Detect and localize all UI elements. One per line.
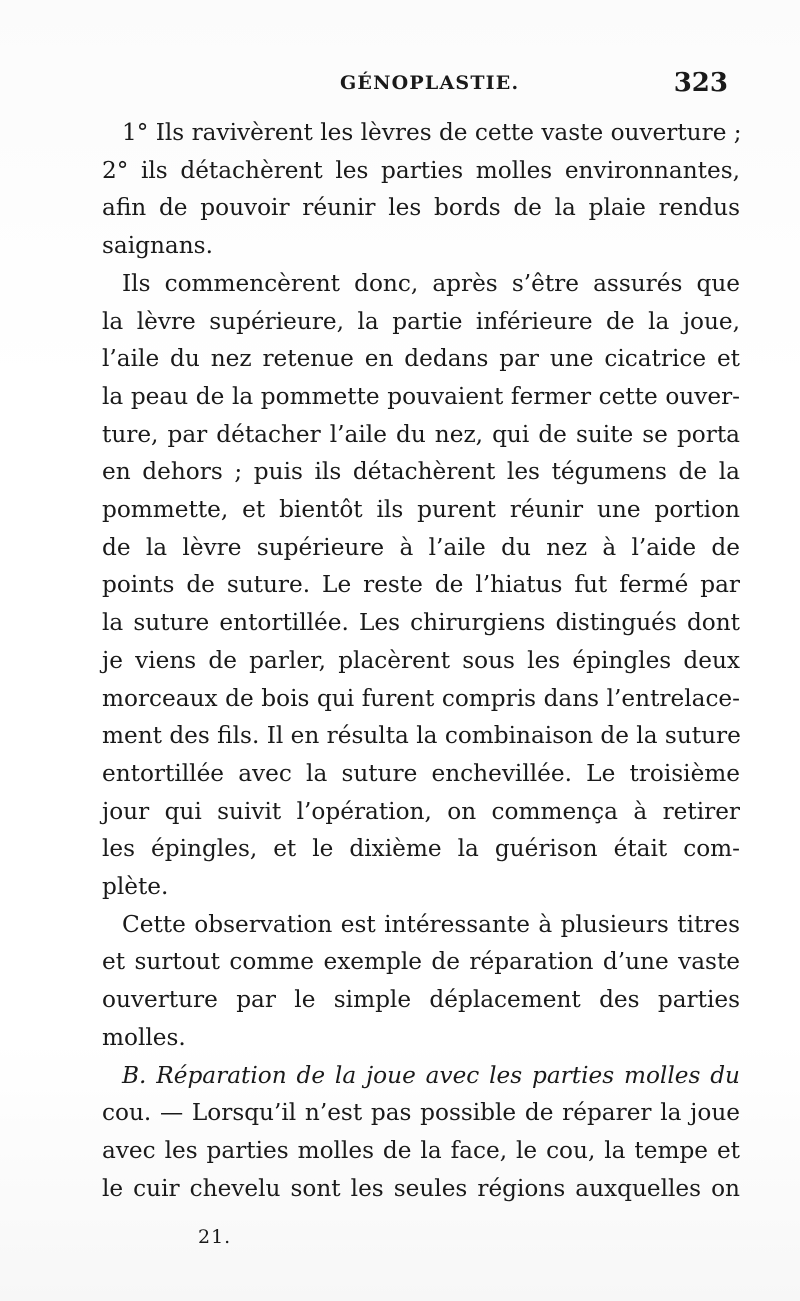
text-line: ment des fils. Il en résulta la combinaison de la suture — [102, 722, 741, 750]
text-line: cou. — Lorsqu’il n’est pas possible de réparer la joue — [102, 1099, 740, 1127]
text-line: ouverture par le simple déplacement des parties — [102, 986, 740, 1014]
section-heading-line: B. Réparation de la joue avec les parties molles du — [122, 1061, 740, 1089]
text-line: Cette observation est intéressante à plusieurs titres — [122, 910, 740, 938]
text-line: le cuir chevelu sont les seules régions auxquelles on — [102, 1174, 740, 1202]
text-line: en dehors ; puis ils détachèrent les tégumens de la — [102, 458, 740, 486]
running-title: GÉNOPLASTIE. — [340, 72, 520, 94]
text-line: morceaux de bois qui furent compris dans l’entrelace- — [102, 684, 740, 712]
text-line: les épingles, et le dixième la guérison était com- — [102, 835, 740, 863]
text-line: 1° Ils ravivèrent les lèvres de cette vaste ouverture ; — [122, 119, 742, 146]
text-line: de la lèvre supérieure à l’aile du nez à l’aide de — [102, 533, 740, 561]
signature-mark: 21. — [198, 1226, 232, 1248]
text-line: je viens de parler, placèrent sous les épingles deux — [102, 646, 740, 674]
text-line: l’aile du nez retenue en dedans par une cicatrice et — [102, 345, 740, 373]
text-line: la lèvre supérieure, la partie inférieure de la joue, — [102, 307, 740, 335]
text-line: entortillée avec la suture enchevillée. Le troisième — [102, 759, 740, 787]
text-line: la suture entortillée. Les chirurgiens distingués dont — [102, 609, 740, 637]
text-line: 2° ils détachèrent les parties molles environnantes, — [102, 156, 740, 184]
text-line: plète. — [102, 873, 169, 901]
text-line: Ils commencèrent donc, après s’être assurés que — [122, 269, 740, 297]
text-line: ture, par détacher l’aile du nez, qui de suite se porta — [102, 420, 740, 448]
text-line: pommette, et bientôt ils purent réunir une portion — [102, 496, 740, 524]
text-line: et surtout comme exemple de réparation d’une vaste — [102, 948, 740, 976]
paragraph-4-section-b — [102, 1057, 740, 1208]
page-header — [100, 68, 740, 102]
text-line: afin de pouvoir réunir les bords de la plaie rendus — [102, 194, 740, 222]
paragraph-3 — [102, 906, 740, 1057]
text-line: jour qui suivit l’opération, on commença à retirer — [102, 797, 740, 825]
text-line: saignans. — [102, 232, 213, 260]
paragraph-2 — [102, 265, 740, 906]
page-number: 323 — [673, 68, 728, 98]
body-text — [102, 114, 740, 1207]
text-line: la peau de la pommette pouvaient fermer cette ouver- — [102, 382, 740, 410]
text-line: points de suture. Le reste de l’hiatus fut fermé par — [102, 571, 740, 599]
text-line: avec les parties molles de la face, le cou, la tempe et — [102, 1136, 740, 1164]
paragraph-1 — [102, 114, 740, 265]
text-line: molles. — [102, 1023, 186, 1051]
